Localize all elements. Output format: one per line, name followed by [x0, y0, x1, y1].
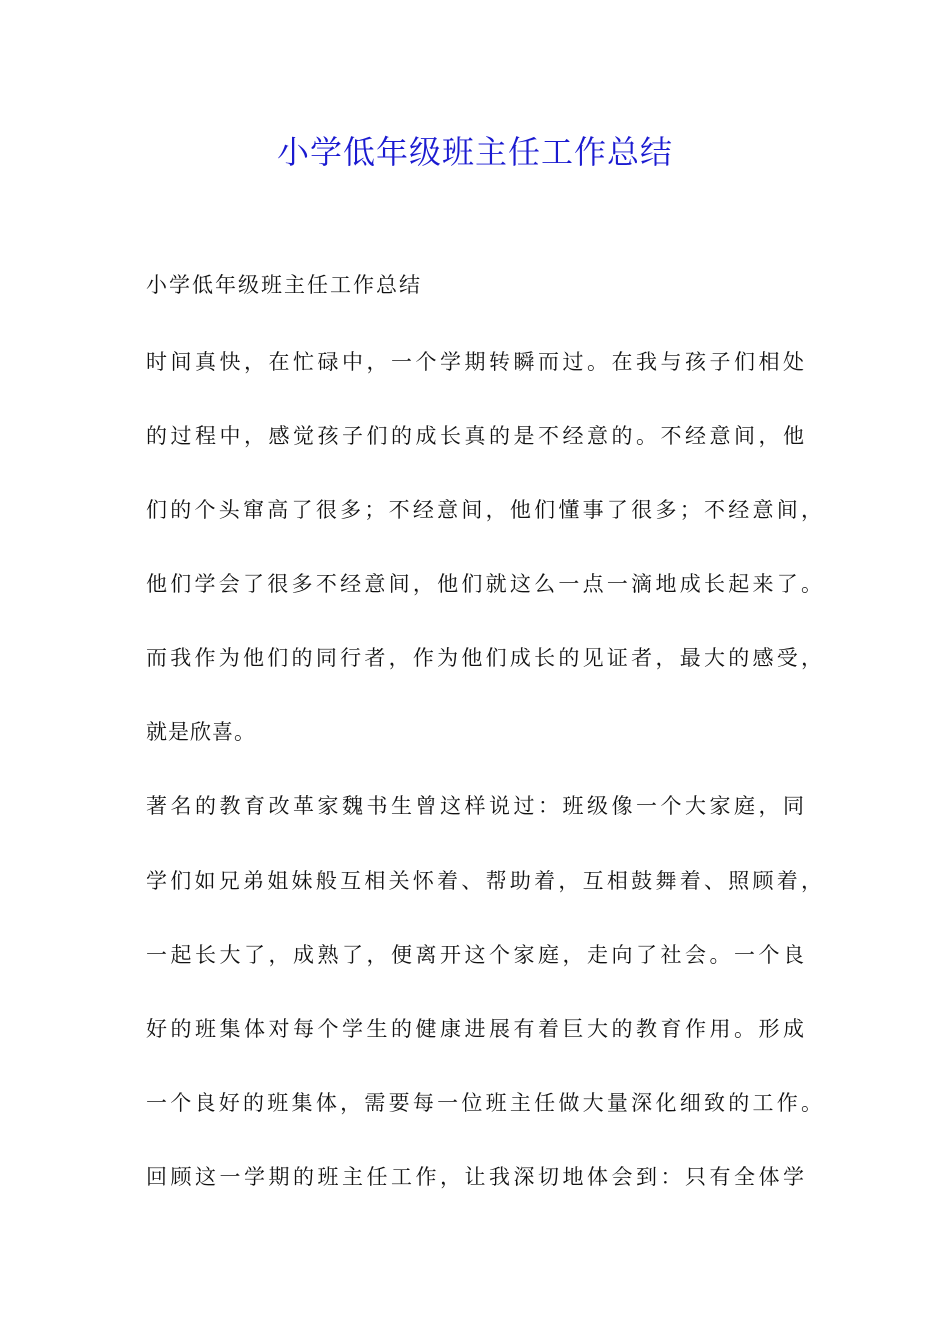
paragraph-line: 著名的教育改革家魏书生曾这样说过：班级像一个大家庭，同	[146, 794, 804, 818]
paragraph-line: 回顾这一学期的班主任工作，让我深切地体会到：只有全体学	[146, 1165, 804, 1189]
paragraph-line: 们的个头窜高了很多；不经意间，他们懂事了很多；不经意间，	[146, 498, 822, 522]
document-subtitle: 小学低年级班主任工作总结	[146, 273, 422, 297]
paragraph-line: 学们如兄弟姐妹般互相关怀着、帮助着，互相鼓舞着、照顾着，	[146, 869, 822, 893]
paragraph-line: 一个良好的班集体，需要每一位班主任做大量深化细致的工作。	[146, 1091, 822, 1115]
paragraph-line: 他们学会了很多不经意间，他们就这么一点一滴地成长起来了。	[146, 572, 822, 596]
document-title: 小学低年级班主任工作总结	[276, 133, 673, 171]
paragraph-line: 的过程中，感觉孩子们的成长真的是不经意的。不经意间，他	[146, 424, 804, 448]
paragraph-line: 就是欣喜。	[146, 720, 256, 744]
paragraph-line: 而我作为他们的同行者，作为他们成长的见证者，最大的感受，	[146, 646, 822, 670]
paragraph-line: 时间真快，在忙碌中，一个学期转瞬而过。在我与孩子们相处	[146, 350, 804, 374]
paragraph-line: 好的班集体对每个学生的健康进展有着巨大的教育作用。形成	[146, 1017, 804, 1041]
paragraph-line: 一起长大了，成熟了，便离开这个家庭，走向了社会。一个良	[146, 943, 804, 967]
